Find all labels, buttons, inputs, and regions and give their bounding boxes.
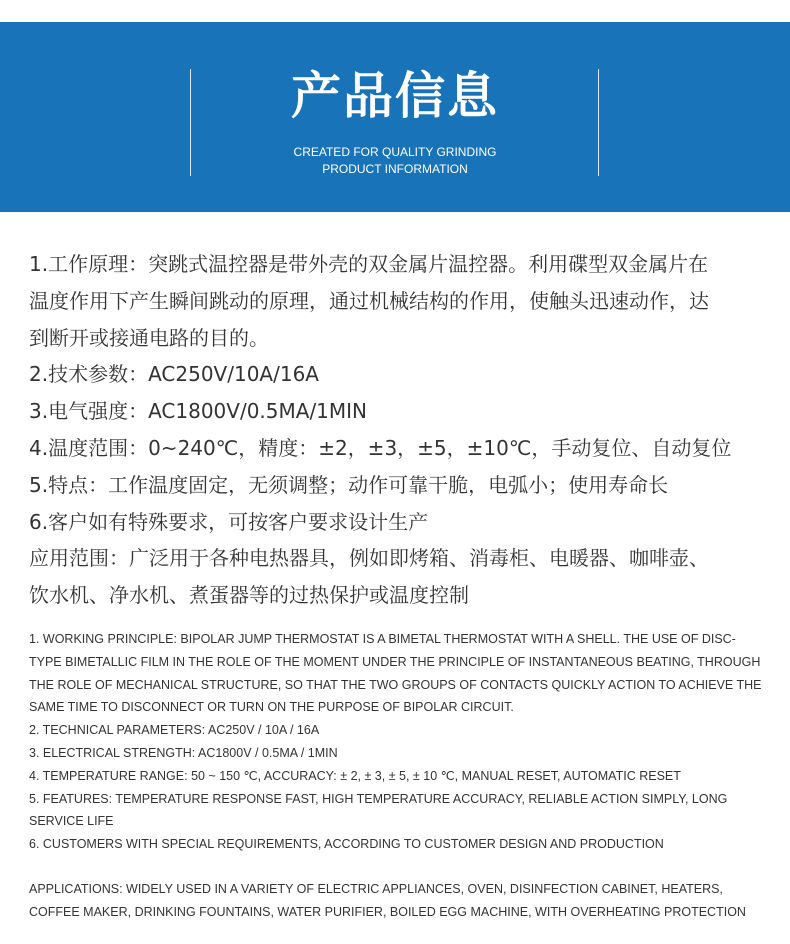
en-paragraph: 5. FEATURES: TEMPERATURE RESPONSE FAST, HIGH TEMPERATURE ACCURACY, RELIABLE ACTION SIMPLY, LONG SERVICE LIFE [29, 791, 728, 829]
banner-subtitle [0, 144, 790, 178]
zh-line: 饮水机、净水机、煮蛋器等的过热保护或温度控制 [29, 583, 469, 608]
zh-line: 2.技术参数：AC250V/10A/16A [29, 362, 319, 387]
en-paragraph: 4. TEMPERATURE RANGE: 50 ~ 150 ℃, ACCURACY: ± 2, ± 3, ± 5, ± 10 ℃, MANUAL RESET, AUTOMATIC RESET [29, 768, 681, 783]
zh-line: 5.特点：工作温度固定，无须调整；动作可靠干脆，电弧小；使用寿命长 [29, 472, 669, 497]
header-banner [0, 22, 790, 212]
zh-line: 应用范围：广泛用于各种电热器具，例如即烤箱、消毒柜、电暖器、咖啡壶、 [29, 546, 709, 571]
en-paragraph: 6. CUSTOMERS WITH SPECIAL REQUIREMENTS, ACCORDING TO CUSTOMER DESIGN AND PRODUCTION [29, 837, 664, 852]
paragraph-spacer [29, 856, 764, 878]
en-applications: APPLICATIONS: WIDELY USED IN A VARIETY OF ELECTRIC APPLIANCES, OVEN, DISINFECTION CABINET, HEATERS, COFFEE MAKER, DRINKING FOUNTAINS, WATER PURIFIER, BOILED EGG MACHINE, WITH OVERHEATING PROTECTION [29, 881, 746, 919]
zh-line: 到断开或接通电路的目的。 [29, 325, 269, 350]
zh-line: 1.工作原理：突跳式温控器是带外壳的双金属片温控器。利用碟型双金属片在 [29, 252, 709, 276]
zh-line: 3.电气强度：AC1800V/0.5MA/1MIN [29, 399, 368, 424]
en-paragraph: 3. ELECTRICAL STRENGTH: AC1800V / 0.5MA / 1MIN [29, 745, 338, 760]
en-paragraph: 1. WORKING PRINCIPLE: BIPOLAR JUMP THERMOSTAT IS A BIMETAL THERMOSTAT WITH A SHELL. THE USE OF DISC-TYPE BIMETALLIC FILM IN THE ROLE OF THE MOMENT UNDER THE PRINCIPLE OF INSTANTANEOUS BEATING, THROUGH THE ROLE OF MECHANICAL STRUCTURE, SO THAT THE TWO GROUPS OF CONTACTS QUICKLY ACTION TO ACHIEVE THE SAME TIME TO DISCONNECT OR TURN ON THE PURPOSE OF BIPOLAR CIRCUIT. [29, 632, 762, 715]
zh-line: 6.客户如有特殊要求，可按客户要求设计生产 [29, 509, 429, 534]
banner-subtitle-line1: CREATED FOR QUALITY GRINDING [293, 145, 497, 159]
zh-line: 温度作用下产生瞬间跳动的原理，通过机械结构的作用，使触头迅速动作，达 [29, 288, 709, 313]
english-description [29, 628, 764, 924]
page-title: 产品信息 [291, 67, 499, 125]
en-paragraph: 2. TECHNICAL PARAMETERS: AC250V / 10A / 16A [29, 723, 320, 738]
chinese-description [29, 246, 769, 614]
zh-line: 4.温度范围：0~240℃，精度：±2，±3，±5，±10℃，手动复位、自动复位 [29, 435, 732, 460]
banner-subtitle-line2: PRODUCT INFORMATION [322, 162, 468, 176]
